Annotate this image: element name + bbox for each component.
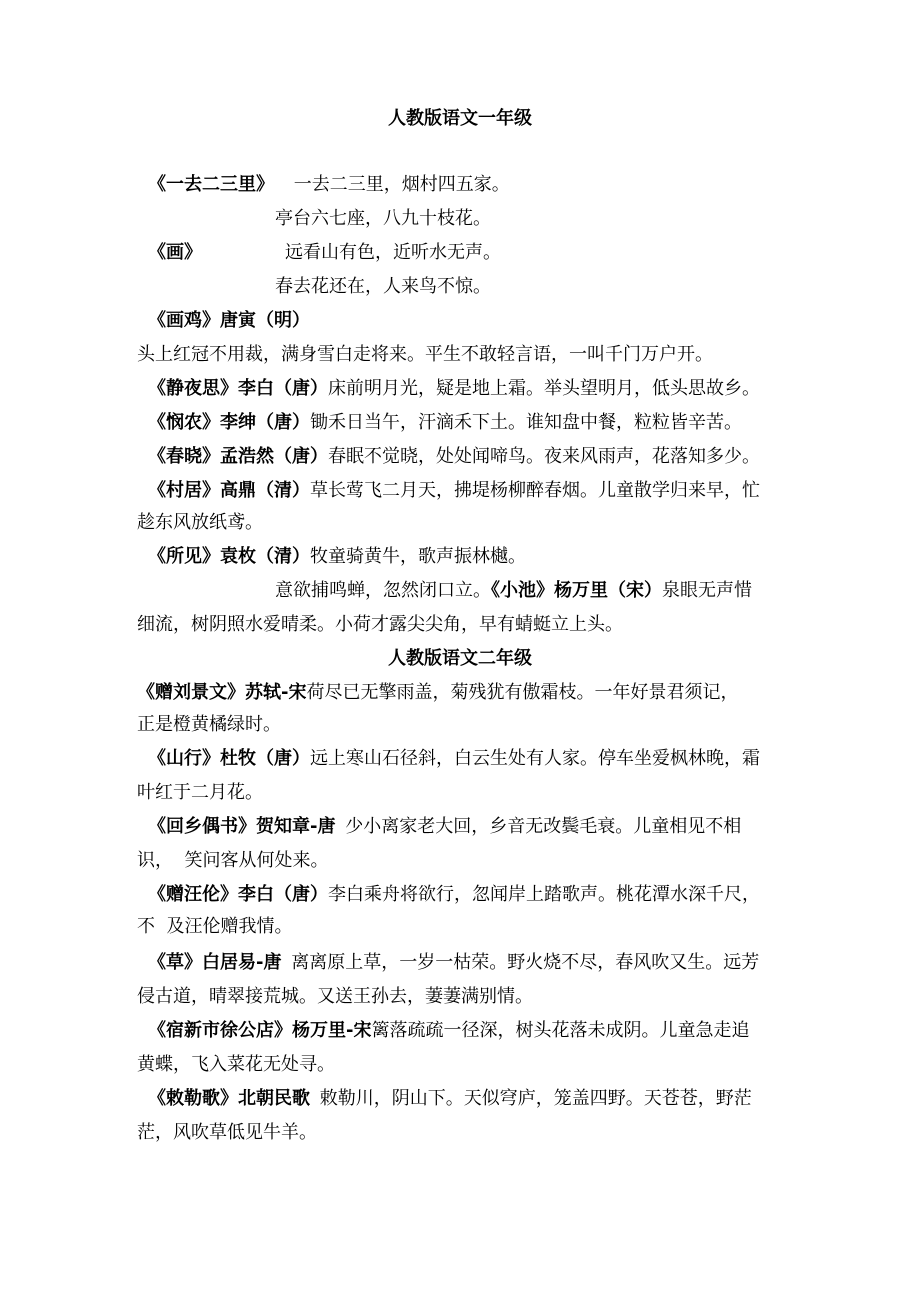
poem-shanxing-line1 [148,746,760,772]
poem-text: 头上红冠不用裁，满身雪白走将来。平生不敢轻言语，一叫千门万户开。 [137,344,713,365]
poem-title: 《悯农》李绅（唐） [148,412,310,433]
poem-huixiangoushu-line2: 识， 笑问客从何处来。 [137,850,329,871]
poem-xiaochi-line2: 细流，树阴照水爱晴柔。小荷才露尖尖角，早有蜻蜓立上头。 [137,614,623,635]
poem-cunju-line2: 趁东风放纸鸢。 [137,512,263,533]
poem-text: 泉眼无声惜 [662,580,752,601]
poem-hua-line2: 春去花还在，人来鸟不惊。 [275,276,491,297]
poem-text: 离离原上草，一岁一枯荣。野火烧不尽，春风吹又生。远芳 [291,952,760,973]
poem-text: 敕勒川，阴山下。天似穹庐，笼盖四野。天苍苍，野茫 [319,1088,752,1109]
poem-minnong [148,410,742,436]
poem-title: 《静夜思》李白（唐） [148,378,328,399]
poem-text: 远看山有色，近听水无声。 [285,242,501,263]
poem-shanxing-line2: 叶红于二月花。 [137,782,263,803]
poem-text: 床前明月光，疑是地上霜。举头望明月，低头思故乡。 [328,378,760,399]
poem-title: 《赠汪伦》李白（唐） [148,884,328,905]
poem-chunxiao [148,444,760,470]
poem-suxinshi-line2: 黄蝶，飞入菜花无处寻。 [137,1054,335,1075]
poem-title: 《小池》杨万里（宋） [491,580,662,601]
poem-title: 《村居》高鼎（清） [148,480,310,501]
poem-text: 李白乘舟将欲行，忽闻岸上踏歌声。桃花潭水深千尺， [328,884,760,905]
poem-suojian-line1 [148,544,526,570]
grade1-title: 人教版语文一年级 [388,108,532,129]
poem-title: 《山行》杜牧（唐） [148,748,310,769]
poem-jingyesi [148,376,760,402]
poem-text: 意欲捕鸣蝉，忽然闭口立。 [275,580,491,601]
poem-yiqu-line2: 亭台六七座，八九十枝花。 [275,208,491,229]
poem-cao-line2: 侵古道，晴翠接荒城。又送王孙去，萋萋满别情。 [137,986,533,1007]
poem-text: 荷尽已无擎雨盖，菊残犹有傲霜枝。一年好景君须记， [306,682,739,703]
poem-suxinshi-line1 [148,1018,749,1044]
poem-huixiangoushu-line1 [148,814,741,840]
poem-title: 《一去二三里》 [148,174,274,195]
poem-title: 《春晓》孟浩然（唐） [148,446,328,467]
poem-cunju-line1 [148,478,760,504]
poem-zengwanglun-line2: 不 及汪伦赠我情。 [137,916,293,937]
poem-text: 锄禾日当午，汗滴禾下土。谁知盘中餐，粒粒皆辛苦。 [310,412,742,433]
poem-suojian-line2 [275,578,752,604]
poem-title: 《画》 [148,242,202,263]
poem-title: 《草》白居易-唐 [148,952,282,973]
poem-chilege-line1 [148,1086,752,1112]
poem-text: 远上寒山石径斜，白云生处有人家。停车坐爱枫林晚，霜 [310,748,760,769]
poem-text: 一去二三里，烟村四五家。 [293,174,510,195]
poem-title: 《赠刘景文》苏轼-宋 [137,682,307,703]
poem-text: 篱落疏疏一径深，树头花落未成阴。儿童急走追 [371,1020,750,1041]
poem-text: 少小离家老大回，乡音无改鬓毛衰。儿童相见不相 [345,816,742,837]
poem-title: 《画鸡》唐寅（明） [148,310,310,331]
poem-chilege-line2: 茫，风吹草低见牛羊。 [137,1122,317,1143]
poem-text: 牧童骑黄牛，歌声振林樾。 [310,546,526,567]
poem-zengliujingwen-line1 [137,680,738,706]
poem-title: 《所见》袁枚（清） [148,546,310,567]
poem-text: 草长莺飞二月天，拂堤杨柳醉春烟。儿童散学归来早，忙 [310,480,760,501]
poem-yiqu-line1 [148,172,510,198]
grade2-title: 人教版语文二年级 [388,648,532,669]
poem-text: 春眠不觉晓，处处闻啼鸟。夜来风雨声，花落知多少。 [328,446,760,467]
poem-cao-line1 [148,950,759,976]
poem-zengliujingwen-line2: 正是橙黄橘绿时。 [137,714,281,735]
poem-title: 《宿新市徐公店》杨万里-宋 [148,1020,372,1041]
poem-hua-line1 [148,240,202,266]
poem-title: 《回乡偶书》贺知章-唐 [148,816,336,837]
poem-zengwanglun-line1 [148,882,760,908]
poem-title: 《敕勒歌》北朝民歌 [148,1088,310,1109]
